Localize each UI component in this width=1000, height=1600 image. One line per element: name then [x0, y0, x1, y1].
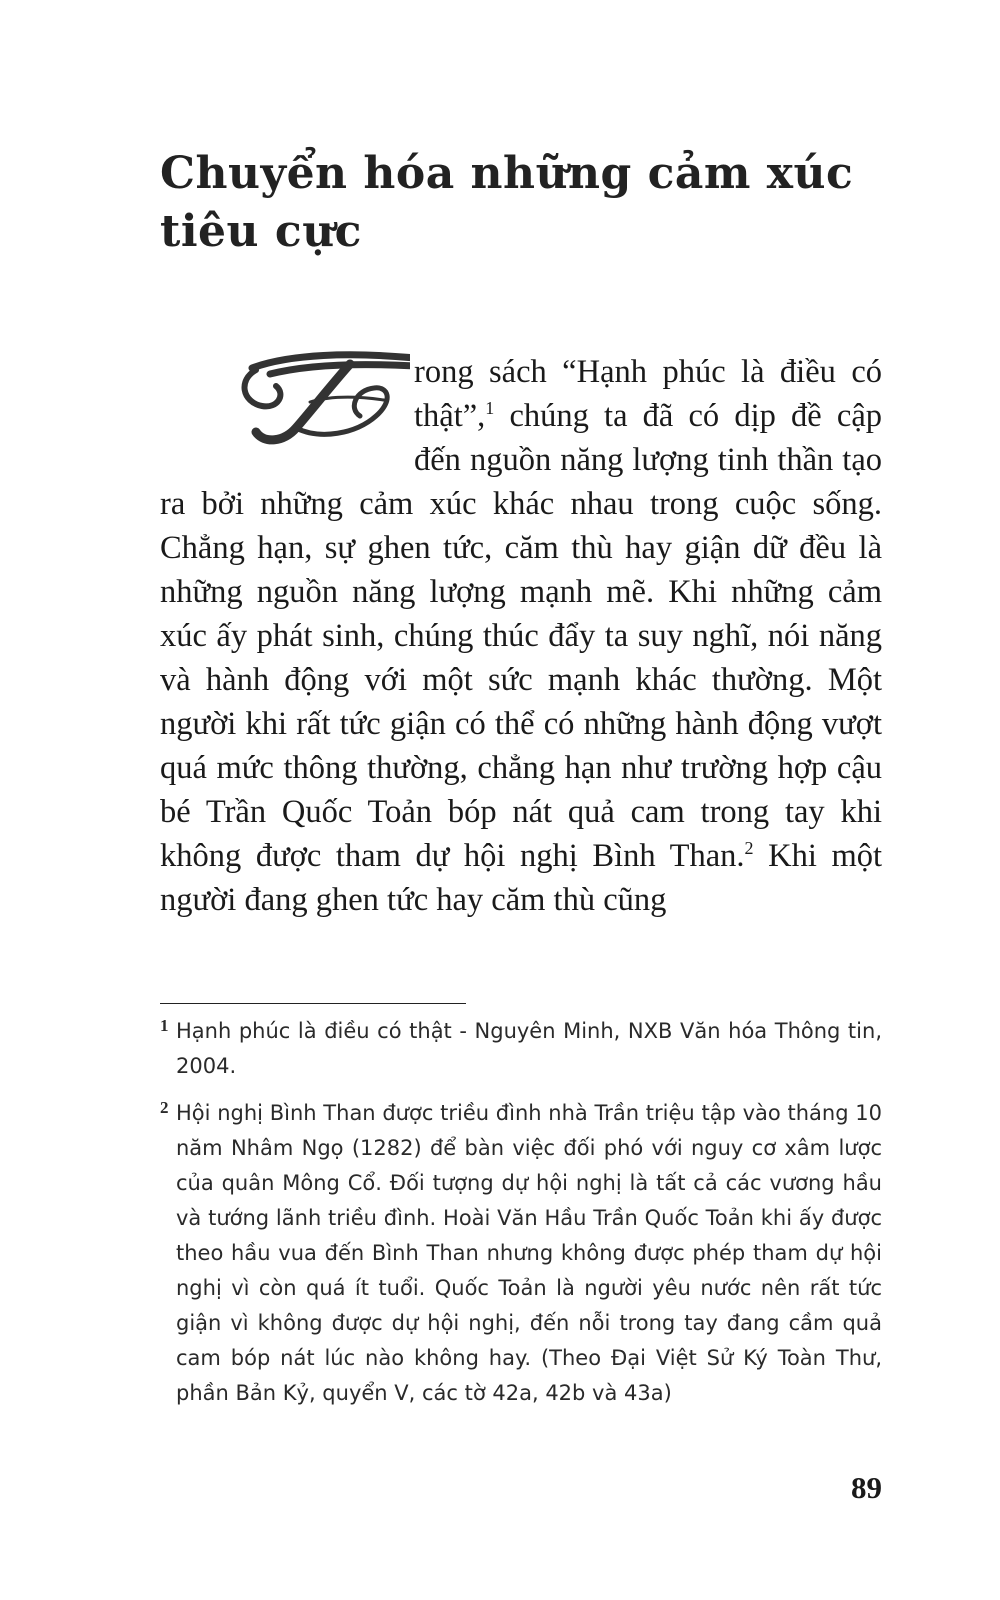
footnote-divider: [160, 1003, 466, 1004]
chapter-title-line-2: tiêu cực: [160, 206, 362, 257]
body-text-3: Khi một người đang ghen tức hay căm thù cũng: [160, 838, 882, 918]
chapter-title: [160, 145, 880, 261]
body-text-1: rong sách “Hạnh phúc là điều có thật”,: [414, 354, 882, 434]
footnote-text: Hội nghị Bình Than được triều đình nhà Trần triệu tập vào tháng 10 năm Nhâm Ngọ (1282) để bàn việc đối phó với nguy cơ xâm lược của quân Mông Cổ. Đối tượng dự hội nghị là tất cả các vương hầu và tướng lãnh triều đình. Hoài Văn Hầu Trần Quốc Toản khi ấy được theo hầu vua đến Bình Than nhưng không được phép tham dự hội nghị vì còn quá ít tuổi. Quốc Toản là người yêu nước nên rất tức giận vì không được dự hội nghị, đến nỗi trong tay đang cầm quả cam bóp nát lúc nào không hay. (Theo Đại Việt Sử Ký Toàn Thư, phần Bản Kỷ, quyển V, các tờ 42a, 42b và 43a): [176, 1101, 882, 1405]
footnote-1: [160, 1014, 882, 1084]
footnote-number: 1: [160, 1016, 169, 1035]
footnote-ref-2[interactable]: 2: [744, 838, 754, 859]
page-number: 89: [851, 1470, 882, 1505]
footnote-ref-1[interactable]: 1: [485, 398, 495, 419]
chapter-title-line-1: Chuyển hóa những cảm xúc: [160, 148, 854, 199]
body-paragraph: [160, 350, 882, 922]
body-text-2: chúng ta đã có dịp đề cập đến nguồn năng lượng tinh thần tạo ra bởi những cảm xúc khác nhau trong cuộc sống. Chẳng hạn, sự ghen tức, căm thù hay giận dữ đều là những nguồn năng lượng mạnh mẽ. Khi những cảm xúc ấy phát sinh, chúng thúc đẩy ta suy nghĩ, nói năng và hành động với một sức mạnh khác thường. Một người khi rất tức giận có thể có những hành động vượt quá mức thông thường, chẳng hạn như trường hợp cậu bé Trần Quốc Toản bóp nát quả cam trong tay khi không được tham dự hội nghị Bình Than.: [160, 398, 882, 874]
drop-cap-letter: [160, 350, 410, 446]
footnotes: [160, 1014, 882, 1423]
footnote-number: 2: [160, 1098, 169, 1117]
footnote-2: [160, 1096, 882, 1411]
footnote-text: Hạnh phúc là điều có thật - Nguyên Minh, NXB Văn hóa Thông tin, 2004.: [176, 1019, 882, 1078]
